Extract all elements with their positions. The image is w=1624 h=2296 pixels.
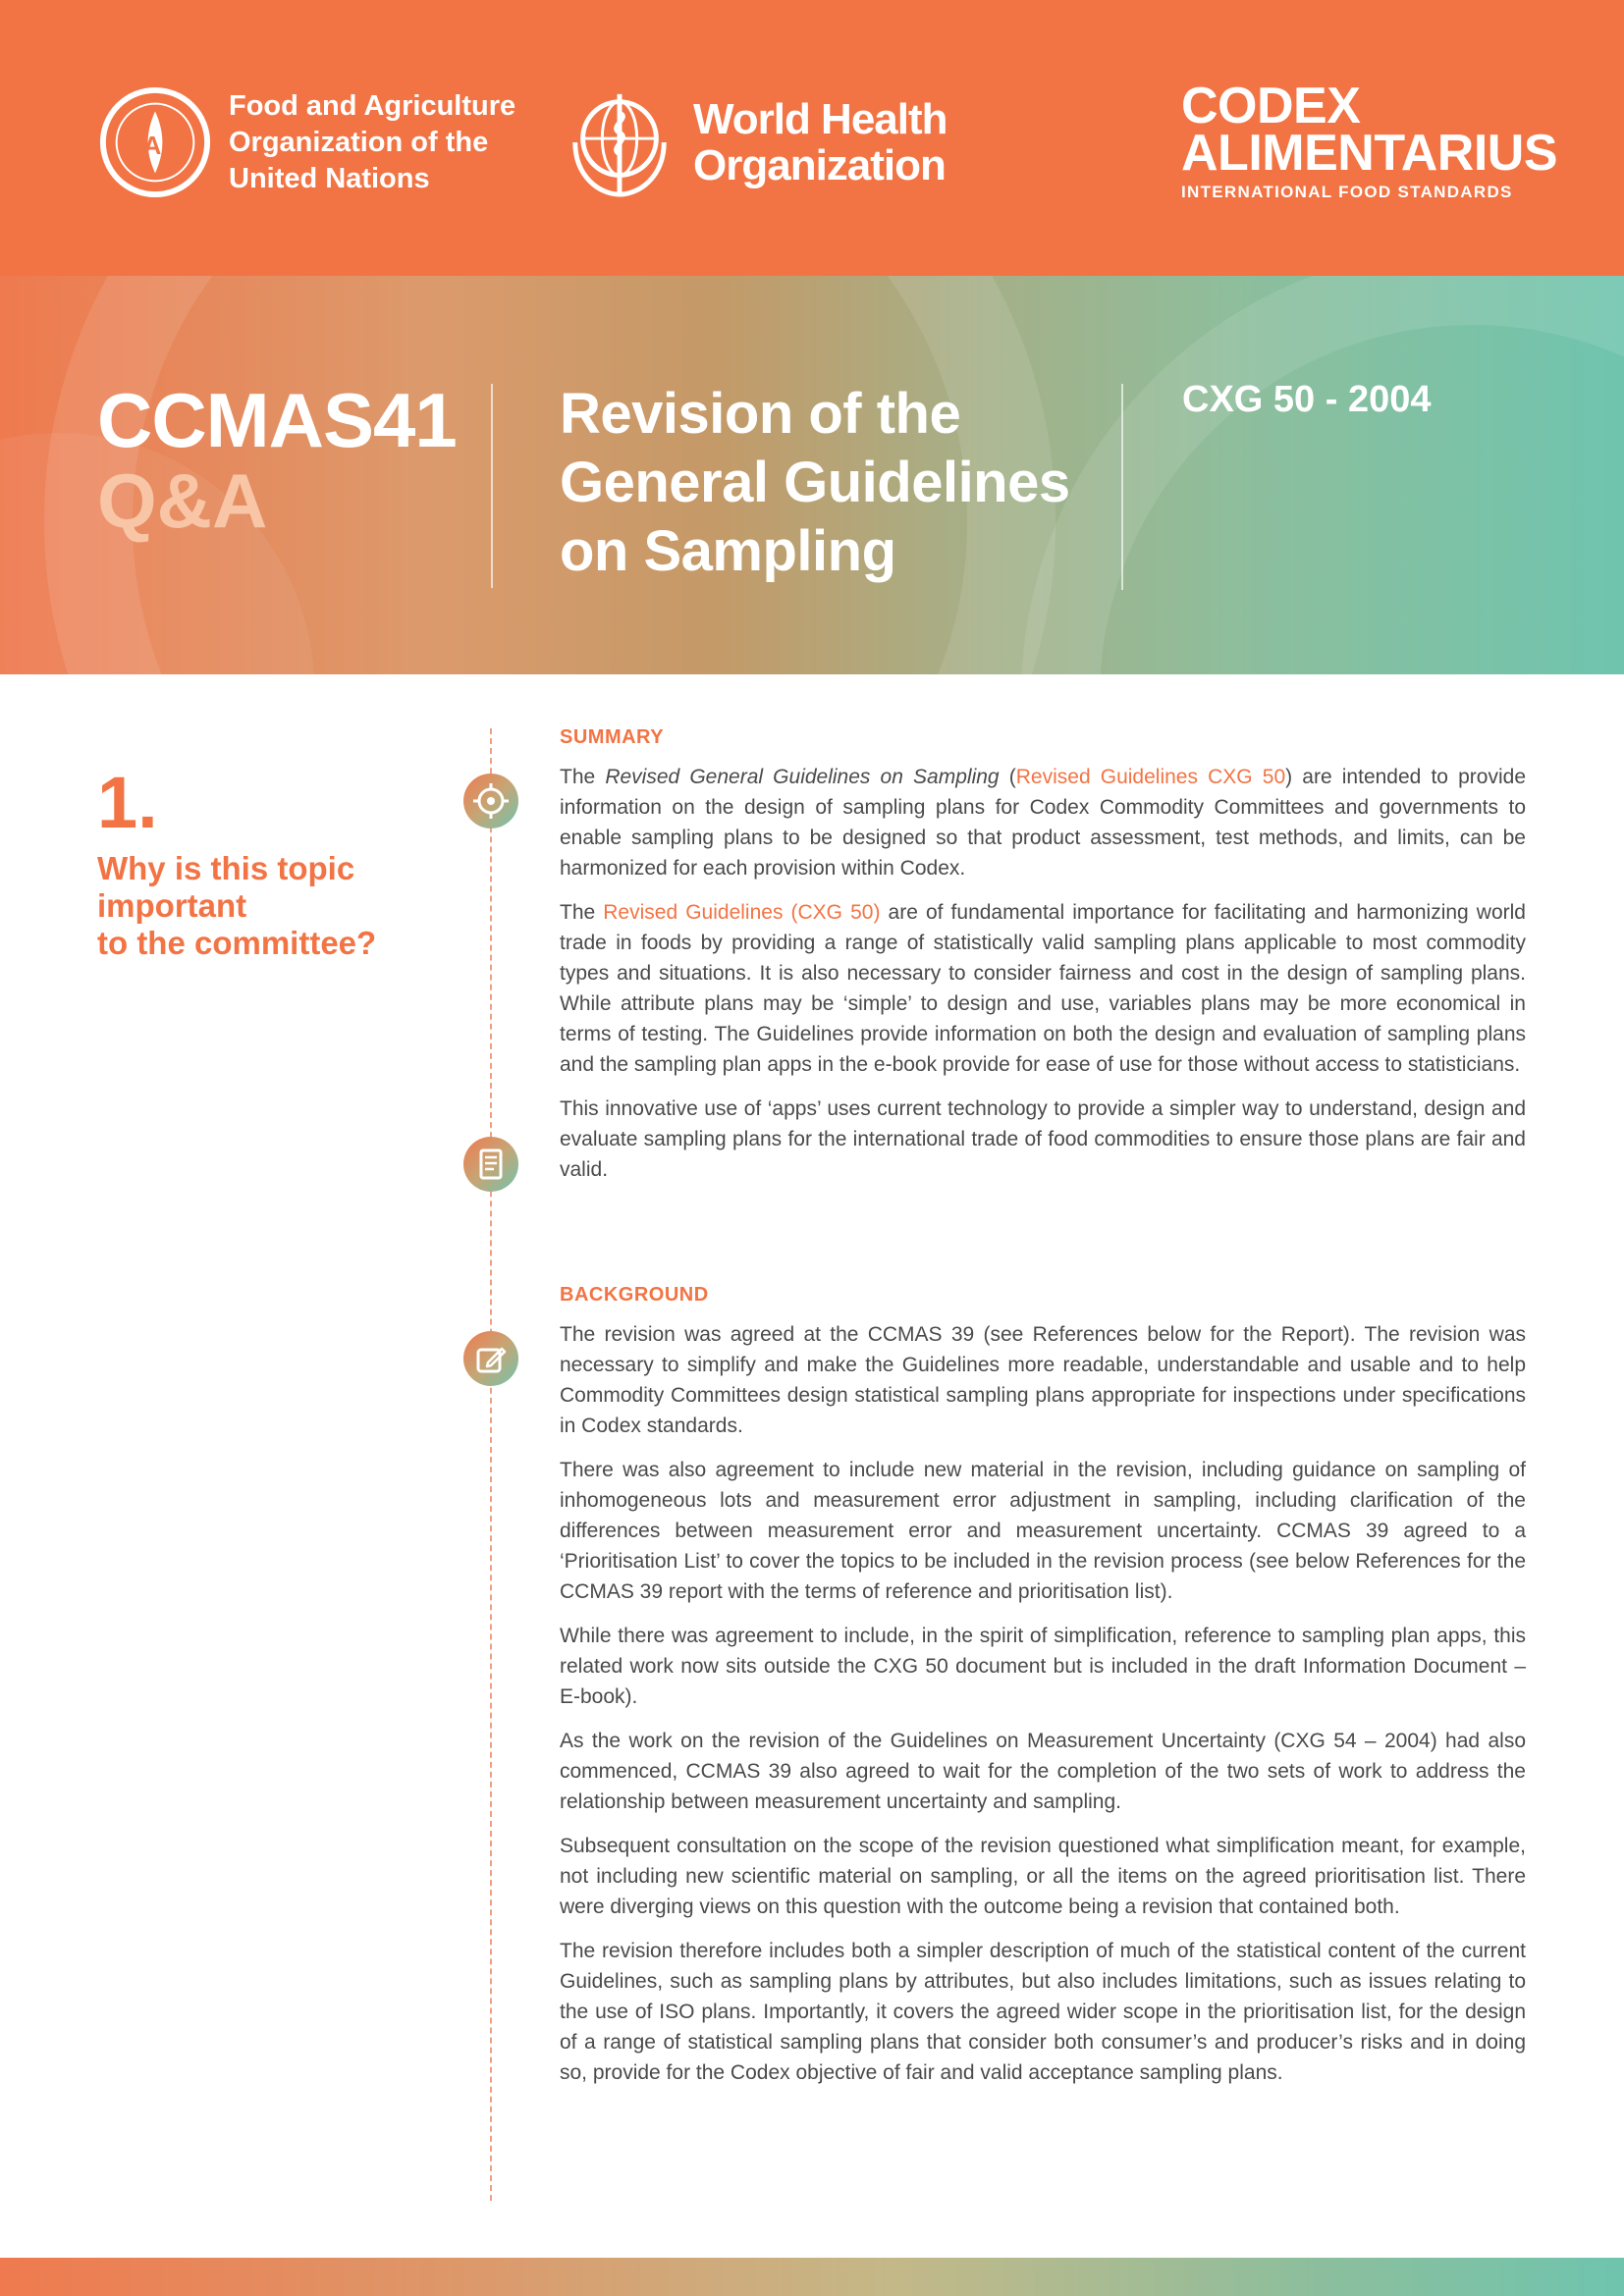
who-emblem-icon (562, 84, 677, 200)
target-icon (463, 774, 518, 828)
codex-logo (1181, 78, 1558, 202)
divider (1121, 384, 1123, 590)
codex-subtitle: INTERNATIONAL FOOD STANDARDS (1181, 183, 1513, 201)
summary-heading: SUMMARY (560, 726, 665, 748)
timeline-line (490, 728, 492, 2201)
meeting-code: CCMAS41 (97, 377, 457, 463)
document-reference: CXG 50 - 2004 (1182, 379, 1432, 420)
fao-logo (97, 84, 515, 200)
summary-paragraph: This innovative use of ‘apps’ uses current technology to provide a simpler way to understand, design and evaluate sampling plans for the international trade of food commodities to ensure those plans are fair and valid. (560, 1097, 1526, 1181)
who-logo (562, 84, 947, 200)
header-bar (0, 0, 1624, 276)
text-span: The (560, 766, 606, 788)
background-paragraph: As the work on the revision of the Guidelines on Measurement Uncertainty (CXG 54 – 2004) had also commenced, CCMAS 39 also agreed to wait for the completion of the two sets of work to address the relationship between measurement uncertainty and sampling. (560, 1730, 1526, 1813)
text-span: The (560, 901, 604, 924)
question-number: 1. (97, 762, 158, 843)
document-icon (463, 1137, 518, 1192)
document-title: Revision of the General Guidelines on Sampling (560, 382, 1070, 583)
summary-paragraph (560, 762, 1526, 883)
background-heading: BACKGROUND (560, 1284, 709, 1306)
fao-emblem-icon (97, 84, 213, 200)
background-paragraph: The revision was agreed at the CCMAS 39 (see References below for the Report). The revision was necessary to simplify and make the Guidelines more readable, understandable and usable and to help Commodity Committees design statistical sampling plans appropriate for inspections under specifications in Codex standards. (560, 1323, 1526, 1437)
summary-paragraph (560, 897, 1526, 1080)
summary-section (560, 726, 1526, 1185)
footer-bar (0, 2258, 1624, 2296)
fao-name: Food and Agriculture Organization of the United Nations (229, 89, 516, 194)
cxg50-link[interactable]: Revised Guidelines CXG 50 (1015, 766, 1286, 788)
divider (491, 384, 493, 588)
background-paragraph: While there was agreement to include, in the spirit of simplification, reference to sampling plan apps, this related work now sits outside the CXG 50 document but is included in the draft Information Document – E-book). (560, 1625, 1526, 1708)
background-paragraph: There was also agreement to include new material in the revision, including guidance on sampling of inhomogeneous lots and measurement error adjustment in sampling, including clarification of the differences between measurement error and measurement uncertainty. CCMAS 39 agreed to a ‘Prioritisation List’ to cover the topics to be included in the revision process (see below References for the CCMAS 39 report with the terms of reference and prioritisation list). (560, 1459, 1526, 1603)
edit-icon (463, 1331, 518, 1386)
background-paragraph: The revision therefore includes both a simpler description of much of the statistical content of the current Guidelines, such as sampling plans by attributes, but also includes limitations, such as issues relating to the use of ISO plans. Importantly, it covers the agreed wider scope in the prioritisation list, for the design of a range of statistical sampling plans that consider both consumer’s and producer’s risks and in doing so, provide for the Codex objective of fair and valid acceptance sampling plans. (560, 1940, 1526, 2084)
text-span: ) are intended to provide information on the design of sampling plans for Codex Commodity Committees and governments to enable sampling plans to be designed so that product assessment, test methods, and limits, can be harmonized for each provision within Codex. (560, 766, 1527, 880)
background-section (560, 1284, 1526, 2088)
qa-label: Q&A (97, 457, 268, 544)
text-span: are of fundamental importance for facilitating and harmonizing world trade in foods by providing a range of statistically valid sampling plans applicable to most commodity types and situations. It is also necessary to consider fairness and cost in the design of sampling plans. While attribute plans may be ‘simple’ to design and use, variables plans may be more economical in terms of testing. The Guidelines provide information on both the design and evaluation of sampling plans and the sampling plan apps in the e-book provide for ease of use for those without access to statisticians. (560, 901, 1526, 1076)
who-name: World Health Organization (693, 95, 947, 189)
italic-title: Revised General Guidelines on Sampling (605, 766, 1000, 788)
svg-text:FAO: FAO (129, 132, 182, 160)
text-span: ( (999, 766, 1016, 788)
title-banner (0, 276, 1624, 674)
question-text: Why is this topic important to the committee? (97, 850, 377, 961)
cxg50-link[interactable]: Revised Guidelines (CXG 50) (603, 901, 881, 924)
background-paragraph: Subsequent consultation on the scope of the revision questioned what simplification meant, for example, not including new scientific material on sampling, or all the items on the agreed prioritisation list. There were diverging views on this question with the outcome being a revision that contained both. (560, 1835, 1526, 1918)
codex-name: CODEX ALIMENTARIUS (1181, 78, 1558, 182)
